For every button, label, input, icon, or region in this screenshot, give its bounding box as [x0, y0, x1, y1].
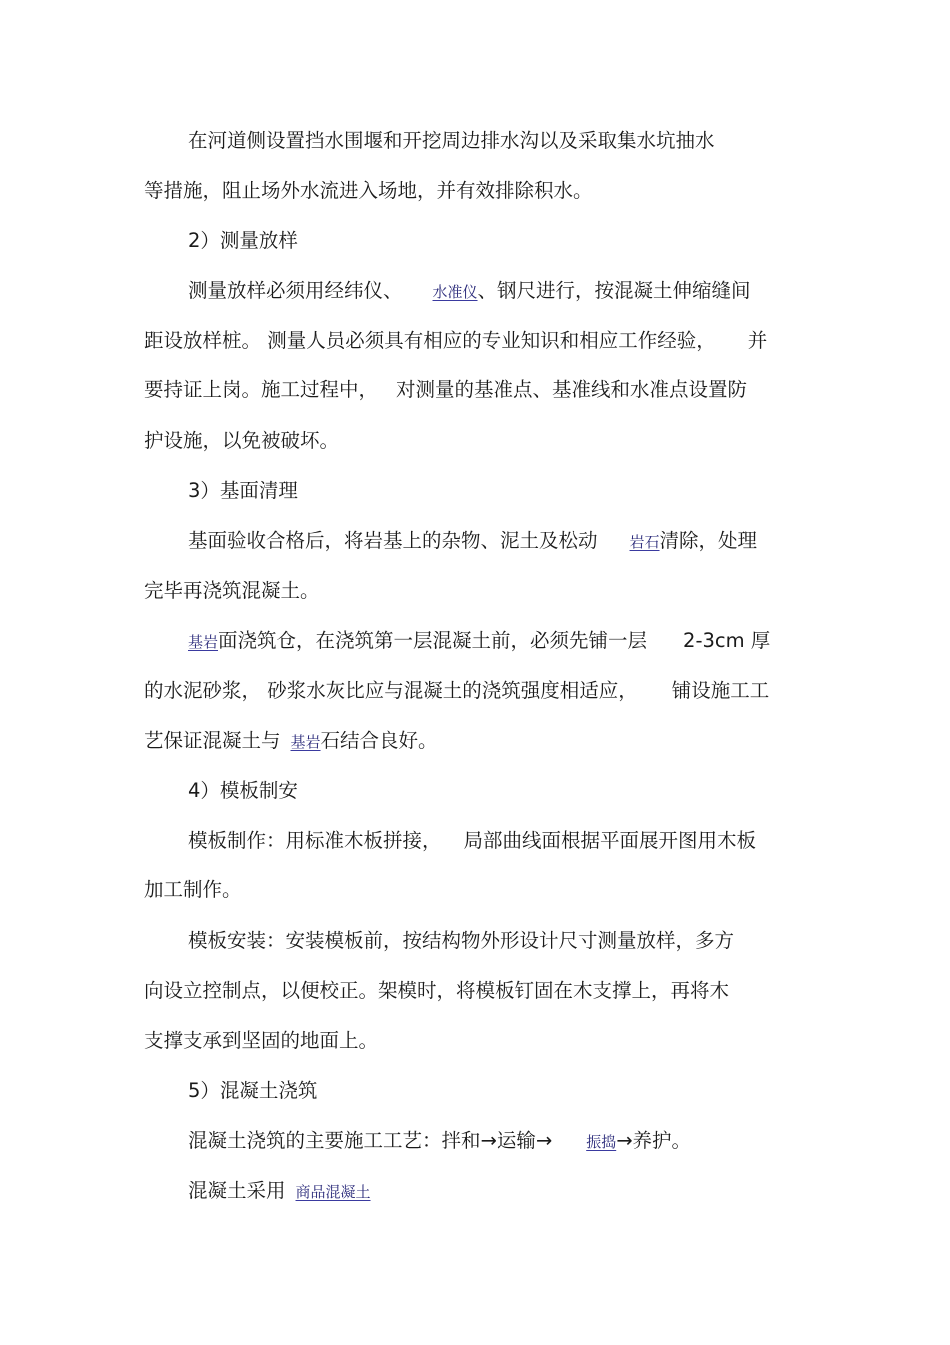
paragraph-line: 艺保证混凝土与 基岩石结合良好。	[144, 729, 438, 752]
glossary-link[interactable]: 水准仪	[432, 283, 478, 301]
glossary-link[interactable]: 振捣	[586, 1133, 617, 1151]
glossary-link[interactable]: 岩石	[629, 533, 660, 551]
paragraph-line: 混凝土浇筑的主要施工工艺：拌和→运输→ 振捣→养护。	[188, 1129, 692, 1152]
section-heading: 2）测量放样	[188, 229, 298, 252]
paragraph-line: 基岩面浇筑仓，在浇筑第一层混凝土前，必须先铺一层 2-3cm 厚	[188, 629, 771, 652]
paragraph-line: 护设施，以免被破坏。	[144, 429, 340, 452]
paragraph-line: 加工制作。	[144, 878, 242, 901]
paragraph-line: 的水泥砂浆， 砂浆水灰比应与混凝土的浇筑强度相适应， 铺设施工工	[144, 679, 770, 702]
paragraph-line: 基面验收合格后，将岩基上的杂物、泥土及松动 岩石清除，处理	[188, 529, 758, 552]
glossary-link[interactable]: 商品混凝土	[295, 1183, 371, 1201]
glossary-link[interactable]: 基岩	[290, 733, 321, 751]
paragraph-line: 支撑支承到坚固的地面上。	[144, 1029, 379, 1052]
paragraph-line: 等措施，阻止场外水流进入场地，并有效排除积水。	[144, 179, 593, 202]
paragraph-line: 测量放样必须用经纬仪、 水准仪、钢尺进行，按混凝土伸缩缝间	[188, 279, 751, 302]
section-heading: 5）混凝土浇筑	[188, 1079, 318, 1102]
paragraph-line: 混凝土采用 商品混凝土	[188, 1179, 371, 1202]
paragraph-line: 要持证上岗。施工过程中， 对测量的基准点、基准线和水准点设置防	[144, 378, 748, 401]
paragraph-line: 向设立控制点，以便校正。架模时，将模板钉固在木支撑上，再将木	[144, 979, 730, 1002]
section-heading: 3）基面清理	[188, 479, 298, 502]
glossary-link[interactable]: 基岩	[188, 633, 219, 651]
section-heading: 4）模板制安	[188, 779, 298, 802]
paragraph-line: 在河道侧设置挡水围堰和开挖周边排水沟以及采取集水坑抽水	[188, 129, 715, 152]
paragraph-line: 模板制作：用标准木板拼接， 局部曲线面根据平面展开图用木板	[188, 829, 757, 852]
paragraph-line: 距设放样桩。 测量人员必须具有相应的专业知识和相应工作经验， 并	[144, 329, 768, 352]
paragraph-line: 完毕再浇筑混凝土。	[144, 579, 320, 602]
paragraph-line: 模板安装：安装模板前，按结构物外形设计尺寸测量放样，多方	[188, 929, 735, 952]
